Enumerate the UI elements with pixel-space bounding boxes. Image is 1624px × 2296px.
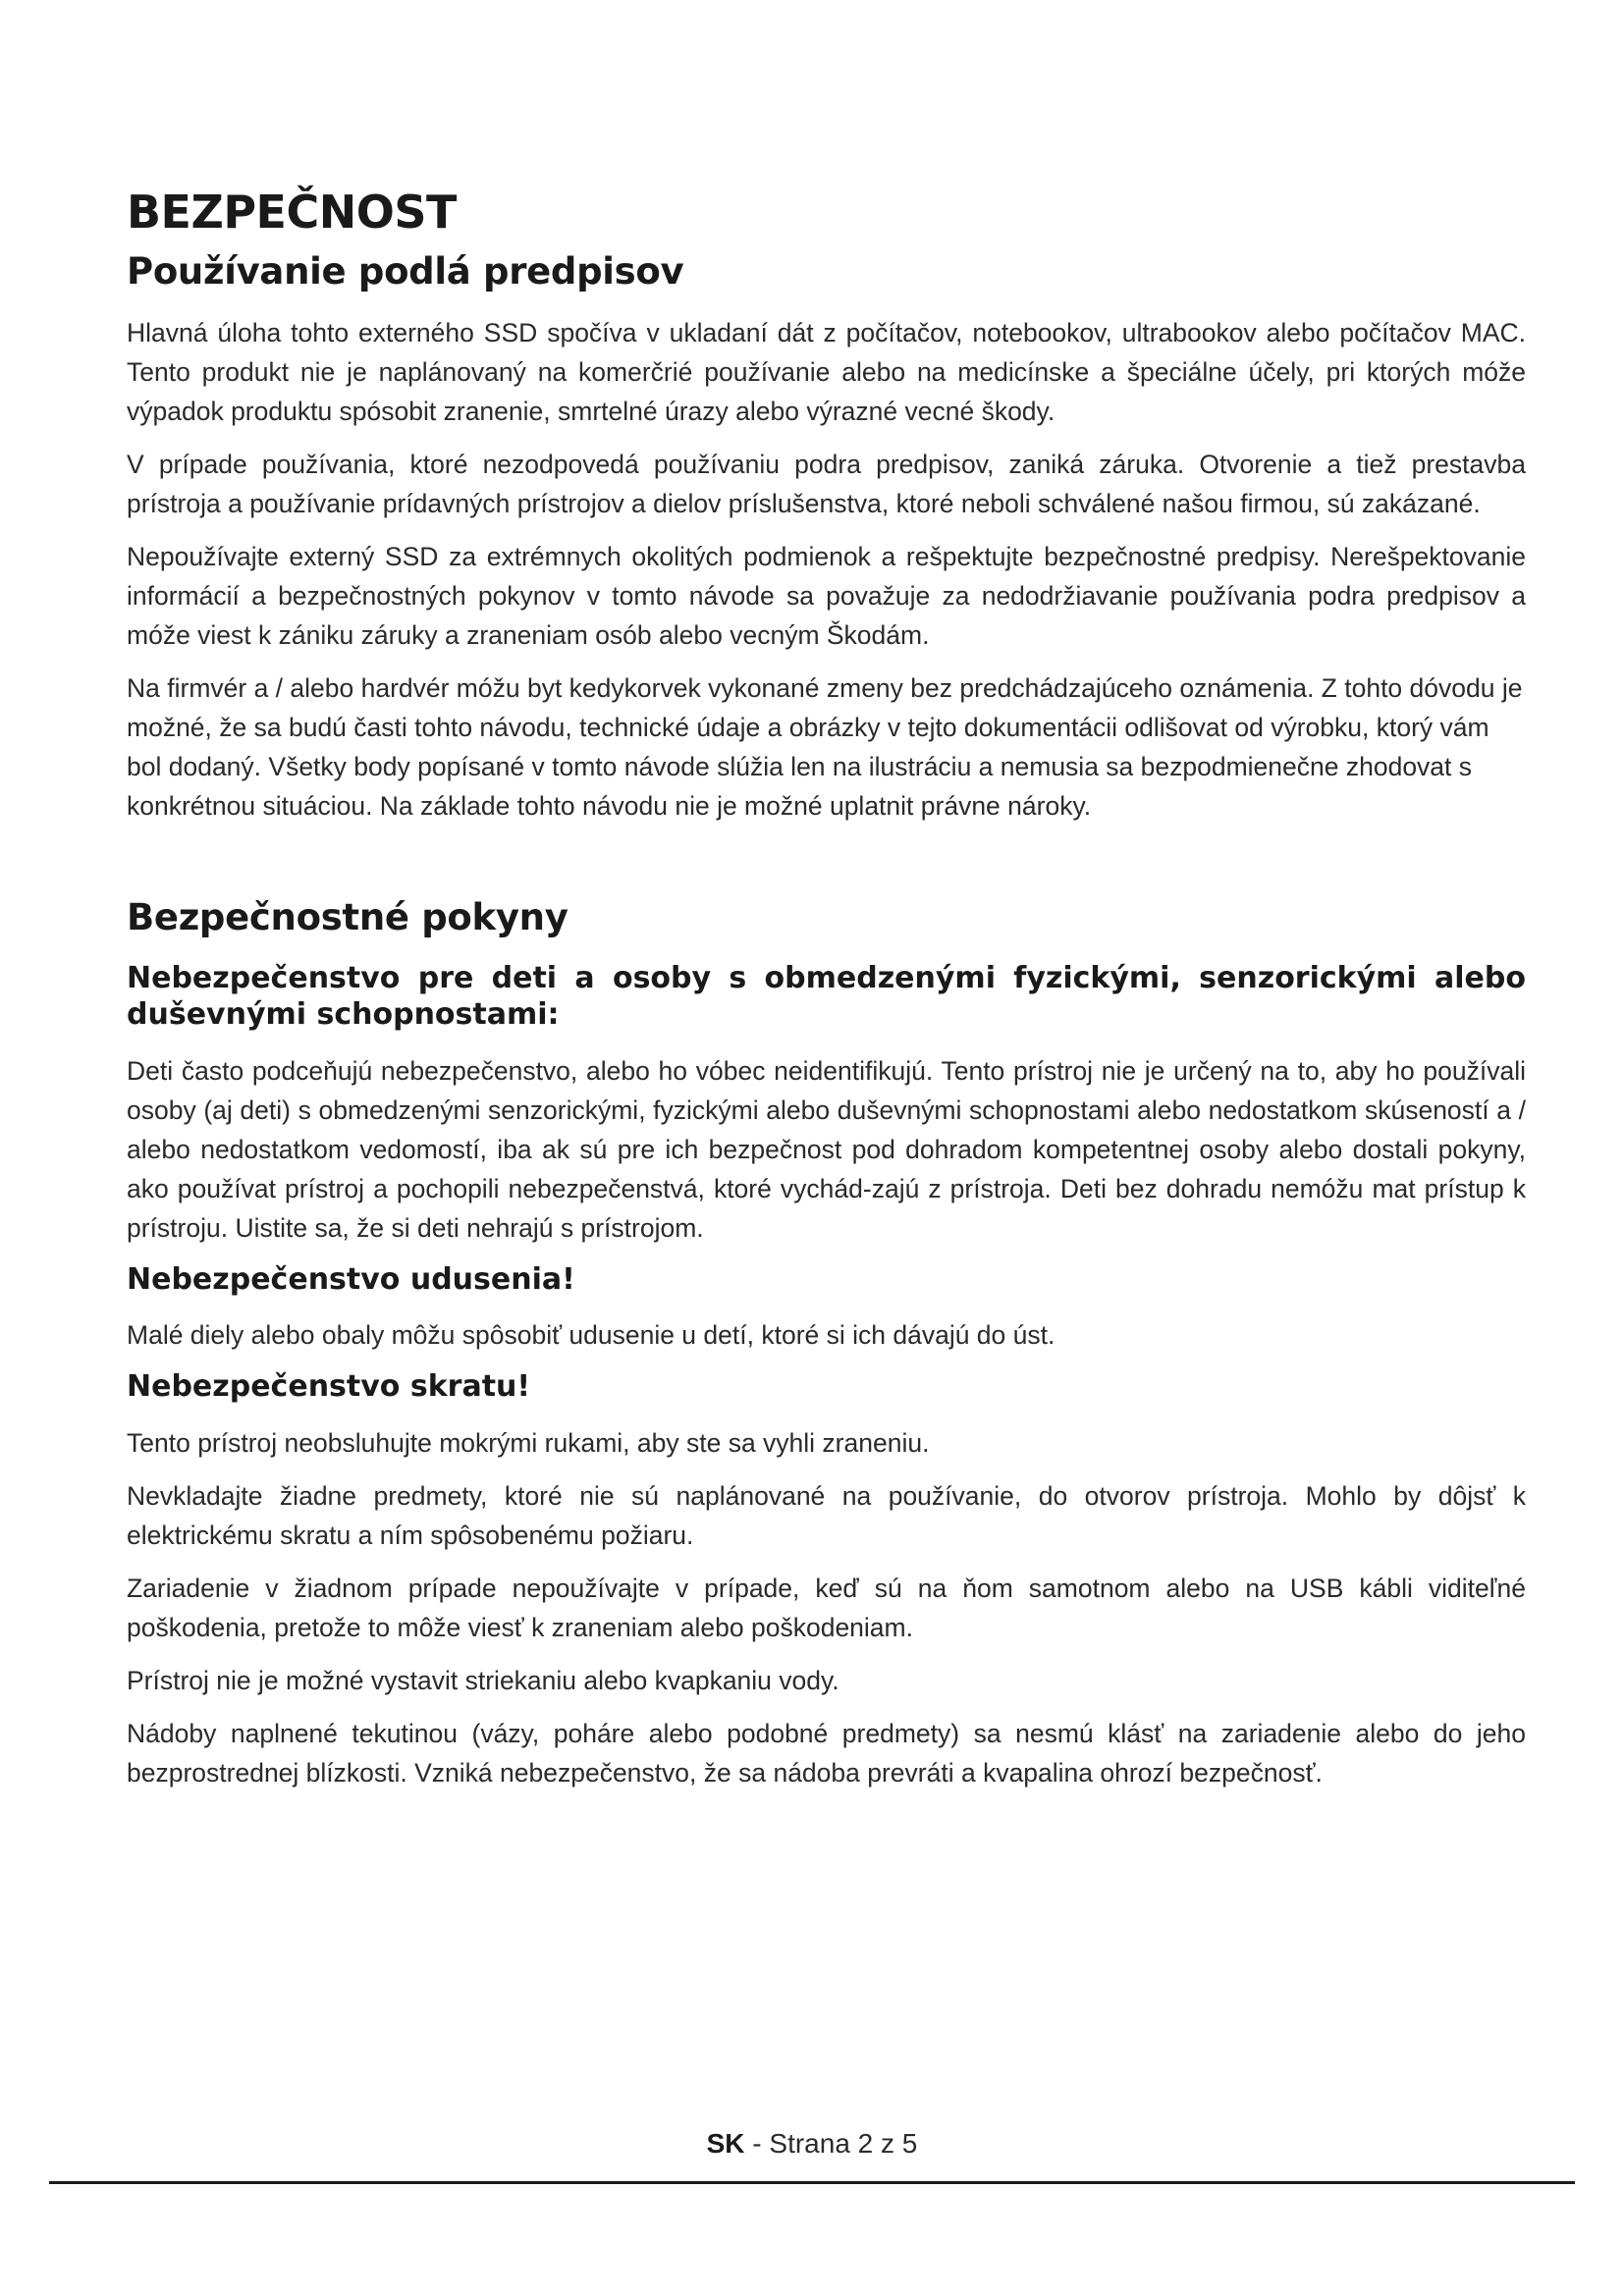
- usage-paragraph-4: Na firmvér a / alebo hardvér móžu byt kedykorvek vykonané zmeny bez predchádzajúceho oznámenia. Z tohto dóvodu je možné, že sa budú časti tohto návodu, technické údaje a obrázky v tejto dokumentácii odlišovat od výrobku, ktorý vám bol dodaný. Všetky body popísané v tomto návode slúžia len na ilustráciu a nemusia sa bezpodmienečne zhodovat s konkrétnou situáciou. Na základe tohto návodu nie je možné uplatnit právne nároky.: [127, 673, 1523, 822]
- section-spacer: [127, 839, 1526, 896]
- usage-paragraph-2: V prípade používania, ktoré nezodpovedá používaniu podra predpisov, zaniká záruka. Otvorenie a tiež prestavba prístroja a používanie prídavných prístrojov a dielov príslušenstva, ktoré neboli schválené našou firmou, sú zakázané.: [127, 450, 1526, 519]
- hazard-short-paragraph-3: Zariadenie v žiadnom prípade nepoužívajte v prípade, keď sú na ňom samotnom alebo na USB kábli viditeľné poškodenia, pretože to môže viesť k zraneniam alebo poškodeniam.: [127, 1573, 1526, 1642]
- hazard-short-paragraph-4: Prístroj nie je možné vystavit striekaniu alebo kvapkaniu vody.: [127, 1665, 839, 1695]
- hazard-short-heading: Nebezpečenstvo skratu!: [127, 1369, 531, 1405]
- hazard-short-paragraph-1: Tento prístroj neobsluhujte mokrými rukami, aby ste sa vyhli zraneniu.: [127, 1427, 930, 1458]
- page-footer: [0, 2128, 1624, 2160]
- footer-page-number: - Strana 2 z 5: [744, 2128, 918, 2159]
- hazard-suffocation-text: Malé diely alebo obaly môžu spôsobiť udusenie u detí, ktoré si ich dávajú do úst.: [127, 1320, 1056, 1351]
- hazard-children-heading: Nebezpečenstvo pre deti a osoby s obmedzenými fyzickými, senzorickými alebo duševnými schopnostami:: [127, 960, 1526, 1033]
- hazard-children-text: Deti často podceňujú nebezpečenstvo, alebo ho vóbec neidentifikujú. Tento prístroj nie je určený na to, aby ho používali osoby (aj deti) s obmedzenými senzorickými, fyzickými alebo duševnými schopnostami alebo nedostatkom skúseností a / alebo nedostatkom vedomostí, iba ak sú pre ich bezpečnost pod dohradom kompetentnej osoby alebo dostali pokyny, ako používat prístroj a pochopili nebezpečenstvá, ktoré vychád-zajú z prístroja. Deti bez dohradu nemóžu mat prístup k prístroju. Uistite sa, že si deti nehrajú s prístrojom.: [127, 1055, 1526, 1243]
- page-title: BEZPEČNOST: [127, 186, 457, 239]
- section-heading-safety: Bezpečnostné pokyny: [127, 896, 568, 939]
- footer-language-code: SK: [706, 2128, 745, 2159]
- document-page: [127, 187, 1526, 1806]
- hazard-short-paragraph-2: Nevkladajte žiadne predmety, ktoré nie sú naplánované na používanie, do otvorov prístroja. Mohlo by dôjsť k elektrickému skratu a ním spôsobenému požiaru.: [127, 1480, 1526, 1550]
- hazard-suffocation-heading: Nebezpečenstvo udusenia!: [127, 1261, 575, 1297]
- section-heading-usage: Používanie podlá predpisov: [127, 249, 684, 293]
- footer-divider: [49, 2181, 1575, 2184]
- hazard-short-paragraph-5: Nádoby naplnené tekutinou (vázy, poháre alebo podobné predmety) sa nesmú klásť na zariadenie alebo do jeho bezprostrednej blízkosti. Vzniká nebezpečenstvo, že sa nádoba prevráti a kvapalina ohrozí bezpečnosť.: [127, 1718, 1526, 1788]
- usage-paragraph-1: Hlavná úloha tohto externého SSD spočíva v ukladaní dát z počítačov, notebookov, ultrabookov alebo počítačov MAC. Tento produkt nie je naplánovaný na komerčrié používanie alebo na medicínske a špeciálne účely, pri ktorých móže výpadok produktu spósobit zranenie, smrtelné úrazy alebo výrazné vecné škody.: [127, 318, 1526, 427]
- usage-paragraph-3: Nepoužívajte externý SSD za extrémnych okolitých podmienok a rešpektujte bezpečnostné predpisy. Nerešpektovanie informácií a bezpečnostných pokynov v tomto návode sa považuje za nedodržiavanie používania podra predpisov a móže viest k zániku záruky a zraneniam osób alebo vecným Škodám.: [127, 542, 1526, 651]
